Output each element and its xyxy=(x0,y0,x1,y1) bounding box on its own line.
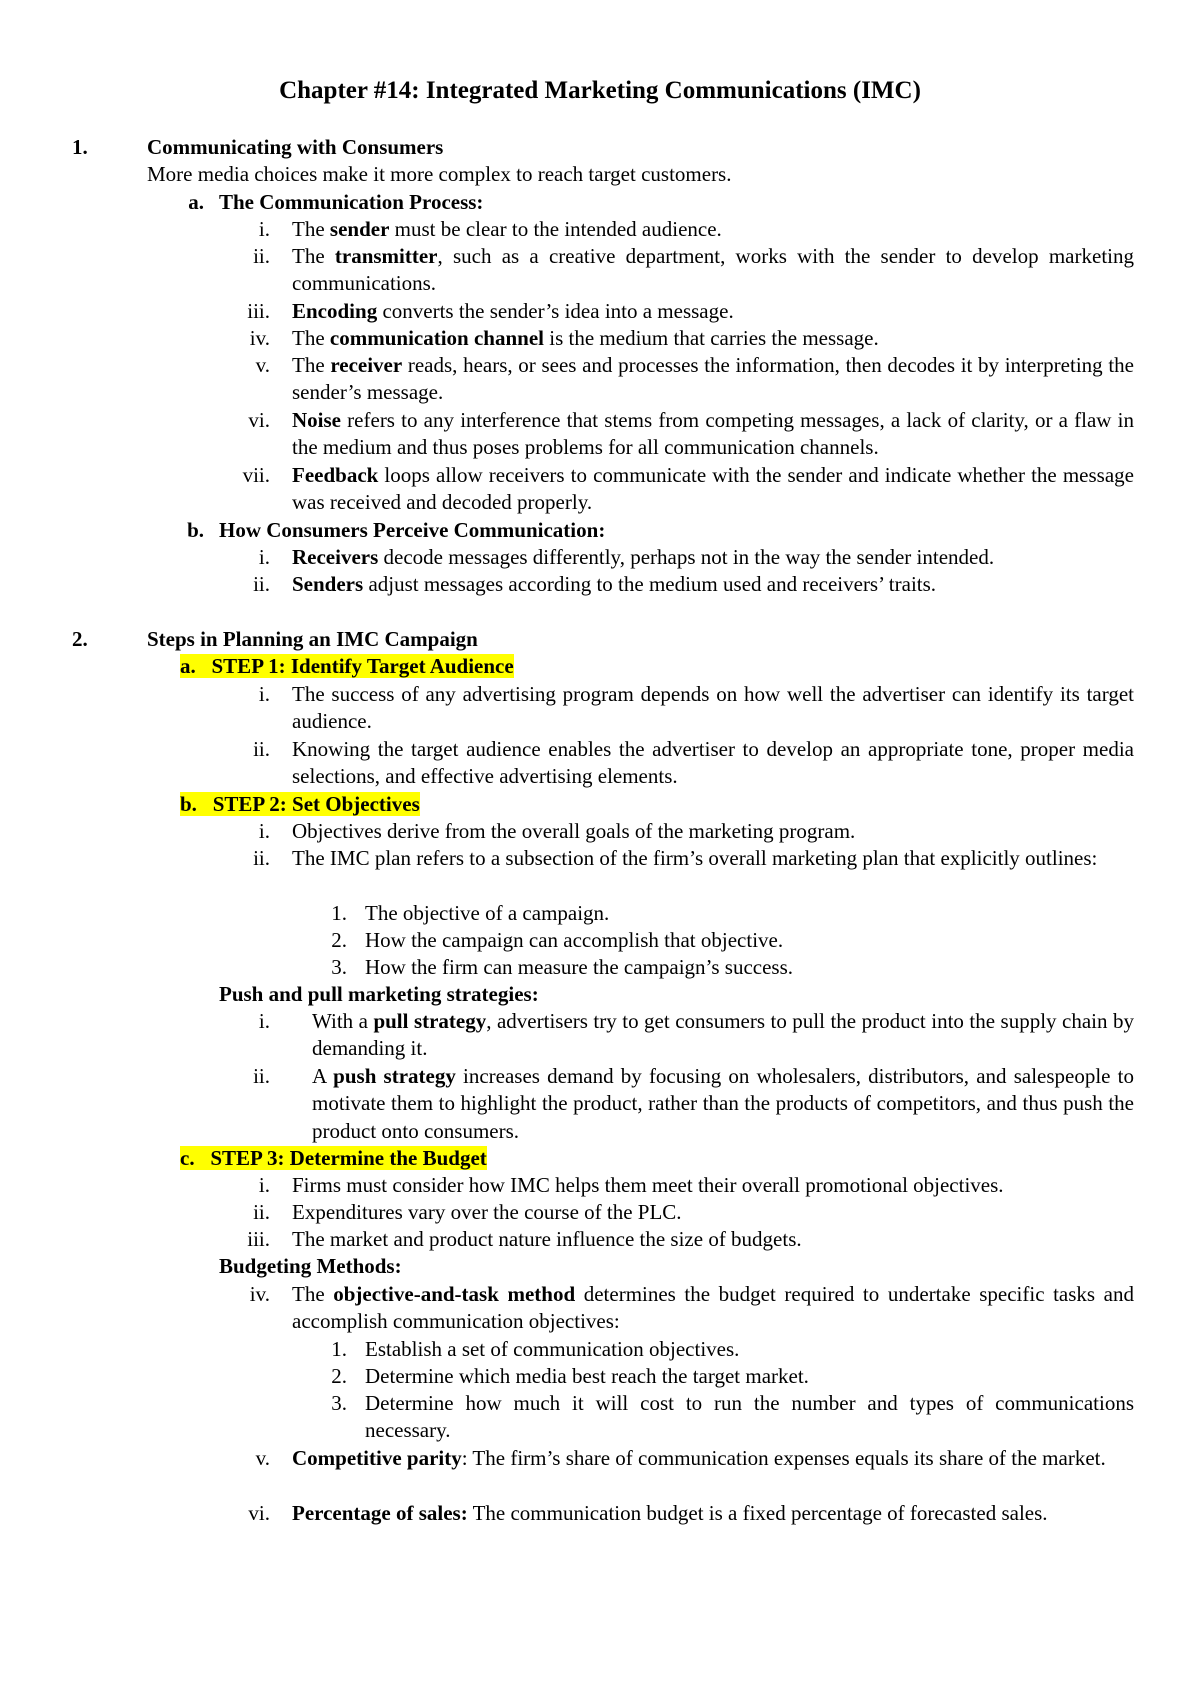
list-item: Feedback loops allow receivers to communicate with the sender and indicate whether the message was received and decoded properly. xyxy=(292,463,1134,515)
list-marker: i. xyxy=(258,682,270,706)
list-marker: i. xyxy=(258,819,270,843)
sub-list-marker: 1. xyxy=(331,901,347,925)
list-item: Knowing the target audience enables the advertiser to develop an appropriate tone, proper media selections, and effective advertising elements. xyxy=(292,737,1134,789)
list-marker: i. xyxy=(258,1173,270,1197)
list-item: Encoding converts the sender’s idea into a message. xyxy=(292,299,734,323)
list-item: Percentage of sales: The communication budget is a fixed percentage of forecasted sales. xyxy=(292,1501,1048,1525)
list-marker: vi. xyxy=(248,408,270,432)
section-1-heading: Communicating with Consumers xyxy=(147,135,444,159)
sub-list-item: The objective of a campaign. xyxy=(365,901,610,925)
list-item: The objective-and-task method determines the budget required to undertake specific tasks and accomplish communication objectives: xyxy=(292,1282,1134,1334)
sub-list-marker: 2. xyxy=(331,1364,347,1388)
sub-list-item: Determine which media best reach the target market. xyxy=(365,1364,809,1388)
sub-list-item: How the firm can measure the campaign’s success. xyxy=(365,955,794,979)
list-marker: vi. xyxy=(248,1501,270,1525)
list-marker: v. xyxy=(255,1446,270,1470)
step-3-heading: c. STEP 3: Determine the Budget xyxy=(180,1146,487,1170)
list-item: Expenditures vary over the course of the PLC. xyxy=(292,1200,682,1224)
list-item: Noise refers to any interference that stems from competing messages, a lack of clarity, or a flaw in the medium and thus poses problems for all communication channels. xyxy=(292,408,1134,460)
list-marker: iii. xyxy=(247,1227,270,1251)
section-1-number: 1. xyxy=(72,135,88,159)
s1-a-heading: The Communication Process: xyxy=(219,190,484,214)
list-item: Competitive parity: The firm’s share of communication expenses equals its share of the market. xyxy=(292,1446,1106,1470)
s1-a-label: a. xyxy=(188,190,204,214)
list-marker: ii. xyxy=(253,1064,270,1088)
list-item: Firms must consider how IMC helps them meet their overall promotional objectives. xyxy=(292,1173,1004,1197)
list-item: The market and product nature influence the size of budgets. xyxy=(292,1227,802,1251)
list-marker: ii. xyxy=(253,737,270,761)
push-pull-heading: Push and pull marketing strategies: xyxy=(219,982,539,1006)
sub-list-item: How the campaign can accomplish that objective. xyxy=(365,928,784,952)
list-item: The transmitter, such as a creative department, works with the sender to develop marketing communications. xyxy=(292,244,1134,296)
section-2-number: 2. xyxy=(72,627,88,651)
list-marker: iii. xyxy=(247,299,270,323)
section-1-intro: More media choices make it more complex to reach target customers. xyxy=(147,162,732,186)
list-item: Senders adjust messages according to the medium used and receivers’ traits. xyxy=(292,572,937,596)
sub-list-item: Determine how much it will cost to run the number and types of communications necessary. xyxy=(365,1391,1134,1443)
list-marker: v. xyxy=(255,353,270,377)
sub-list-marker: 3. xyxy=(331,1391,347,1415)
sub-list-marker: 3. xyxy=(331,955,347,979)
list-marker: iv. xyxy=(249,326,270,350)
list-marker: ii. xyxy=(253,572,270,596)
list-item: With a pull strategy, advertisers try to get consumers to pull the product into the supply chain by demanding it. xyxy=(312,1009,1134,1061)
list-item: The communication channel is the medium that carries the message. xyxy=(292,326,879,350)
budgeting-methods-heading: Budgeting Methods: xyxy=(219,1254,402,1278)
list-item: The receiver reads, hears, or sees and processes the information, then decodes it by interpreting the sender’s message. xyxy=(292,353,1134,405)
sub-list-item: Establish a set of communication objectives. xyxy=(365,1337,740,1361)
list-marker: i. xyxy=(258,1009,270,1033)
list-item: Receivers decode messages differently, perhaps not in the way the sender intended. xyxy=(292,545,995,569)
list-marker: i. xyxy=(258,545,270,569)
list-marker: ii. xyxy=(253,244,270,268)
list-item: The IMC plan refers to a subsection of the firm’s overall marketing plan that explicitly outlines: xyxy=(292,846,1098,870)
list-item: Objectives derive from the overall goals of the marketing program. xyxy=(292,819,856,843)
s1-b-label: b. xyxy=(187,518,204,542)
list-item: A push strategy increases demand by focusing on wholesalers, distributors, and salespeople to motivate them to highlight the product, rather than the products of competitors, and thus push the product onto consumers. xyxy=(312,1064,1134,1143)
s1-b-heading: How Consumers Perceive Communication: xyxy=(219,518,606,542)
step-1-heading: a. STEP 1: Identify Target Audience xyxy=(180,654,514,678)
step-2-heading: b. STEP 2: Set Objectives xyxy=(180,792,420,816)
list-marker: iv. xyxy=(249,1282,270,1306)
list-marker: i. xyxy=(258,217,270,241)
list-item: The sender must be clear to the intended audience. xyxy=(292,217,722,241)
list-marker: ii. xyxy=(253,1200,270,1224)
list-item: The success of any advertising program depends on how well the advertiser can identify its target audience. xyxy=(292,682,1134,734)
sub-list-marker: 1. xyxy=(331,1337,347,1361)
page-title: Chapter #14: Integrated Marketing Communications (IMC) xyxy=(279,77,921,104)
section-2-heading: Steps in Planning an IMC Campaign xyxy=(147,627,478,651)
list-marker: vii. xyxy=(242,463,270,487)
sub-list-marker: 2. xyxy=(331,928,347,952)
list-marker: ii. xyxy=(253,846,270,870)
